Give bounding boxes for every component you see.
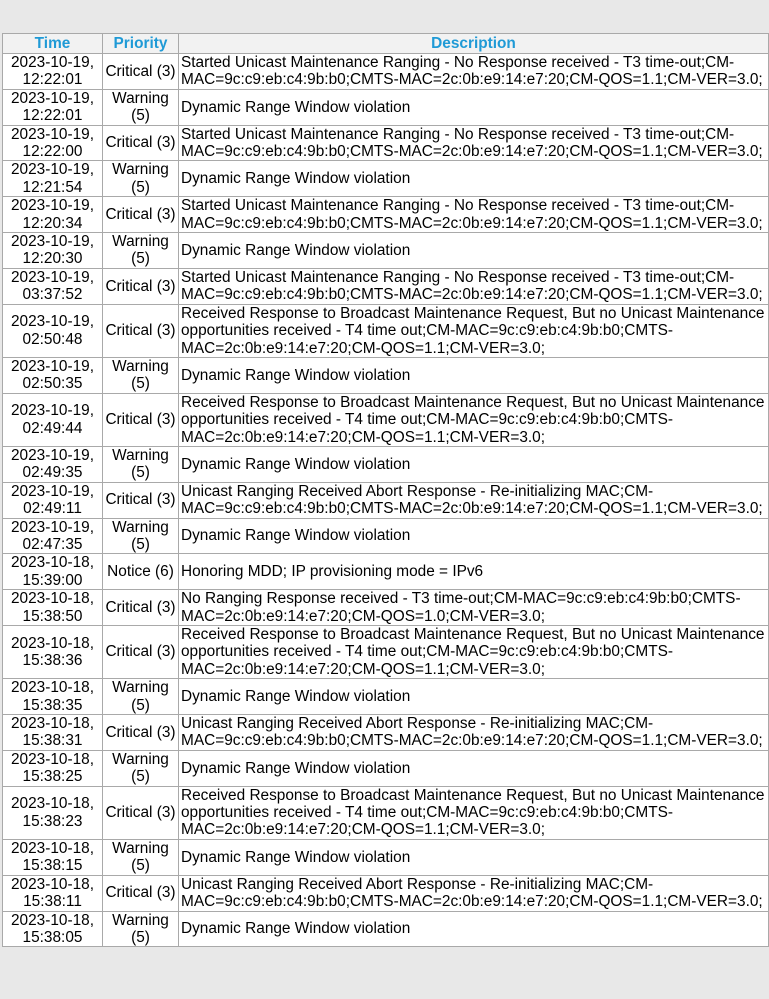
priority-cell: Notice (6) [103,554,179,590]
time-cell: 2023-10-19, 12:22:01 [3,89,103,125]
table-row [3,54,769,90]
table-row [3,715,769,751]
time-cell: 2023-10-18, 15:38:31 [3,715,103,751]
description-cell: Received Response to Broadcast Maintenance Request, But no Unicast Maintenance opportunities received - T4 time out;CM-MAC=9c:c9:eb:c4:9b:b0;CMTS-MAC=2c:0b:e9:14:e7:20;CM-QOS=1.1;CM-VER=3.0; [179,786,769,839]
time-cell: 2023-10-18, 15:38:25 [3,750,103,786]
priority-cell: Critical (3) [103,626,179,679]
description-cell: Unicast Ranging Received Abort Response - Re-initializing MAC;CM-MAC=9c:c9:eb:c4:9b:b0;CMTS-MAC=2c:0b:e9:14:e7:20;CM-QOS=1.1;CM-VER=3.0; [179,482,769,518]
priority-cell: Warning (5) [103,518,179,554]
priority-cell: Critical (3) [103,875,179,911]
priority-cell: Warning (5) [103,89,179,125]
description-cell: Dynamic Range Window violation [179,679,769,715]
description-cell: Started Unicast Maintenance Ranging - No Response received - T3 time-out;CM-MAC=9c:c9:eb:c4:9b:b0;CMTS-MAC=2c:0b:e9:14:e7:20;CM-QOS=1.1;CM-VER=3.0; [179,268,769,304]
time-cell: 2023-10-18, 15:38:11 [3,875,103,911]
description-cell: Dynamic Range Window violation [179,446,769,482]
table-row [3,590,769,626]
description-cell: Received Response to Broadcast Maintenance Request, But no Unicast Maintenance opportunities received - T4 time out;CM-MAC=9c:c9:eb:c4:9b:b0;CMTS-MAC=2c:0b:e9:14:e7:20;CM-QOS=1.1;CM-VER=3.0; [179,626,769,679]
table-row [3,233,769,269]
priority-cell: Critical (3) [103,54,179,90]
table-row [3,750,769,786]
description-cell: Started Unicast Maintenance Ranging - No Response received - T3 time-out;CM-MAC=9c:c9:eb:c4:9b:b0;CMTS-MAC=2c:0b:e9:14:e7:20;CM-QOS=1.1;CM-VER=3.0; [179,197,769,233]
table-row [3,679,769,715]
description-cell: Unicast Ranging Received Abort Response - Re-initializing MAC;CM-MAC=9c:c9:eb:c4:9b:b0;CMTS-MAC=2c:0b:e9:14:e7:20;CM-QOS=1.1;CM-VER=3.0; [179,875,769,911]
table-row [3,125,769,161]
priority-cell: Critical (3) [103,786,179,839]
table-row [3,304,769,357]
time-cell: 2023-10-19, 12:22:00 [3,125,103,161]
table-row [3,268,769,304]
priority-cell: Warning (5) [103,839,179,875]
time-cell: 2023-10-18, 15:38:15 [3,839,103,875]
time-cell: 2023-10-19, 02:49:44 [3,393,103,446]
description-cell: Dynamic Range Window violation [179,750,769,786]
priority-cell: Warning (5) [103,357,179,393]
table-row [3,446,769,482]
description-cell: Dynamic Range Window violation [179,89,769,125]
header-row [3,34,769,54]
table-row [3,89,769,125]
table-row [3,875,769,911]
description-cell: Received Response to Broadcast Maintenance Request, But no Unicast Maintenance opportunities received - T4 time out;CM-MAC=9c:c9:eb:c4:9b:b0;CMTS-MAC=2c:0b:e9:14:e7:20;CM-QOS=1.1;CM-VER=3.0; [179,393,769,446]
priority-cell: Warning (5) [103,161,179,197]
priority-cell: Critical (3) [103,590,179,626]
description-cell: Dynamic Range Window violation [179,161,769,197]
table-row [3,357,769,393]
description-cell: Honoring MDD; IP provisioning mode = IPv6 [179,554,769,590]
log-body [3,54,769,947]
time-cell: 2023-10-19, 02:50:48 [3,304,103,357]
time-cell: 2023-10-18, 15:39:00 [3,554,103,590]
table-row [3,626,769,679]
priority-cell: Critical (3) [103,482,179,518]
table-row [3,786,769,839]
time-cell: 2023-10-19, 03:37:52 [3,268,103,304]
time-cell: 2023-10-19, 02:49:35 [3,446,103,482]
table-row [3,911,769,947]
time-cell: 2023-10-18, 15:38:23 [3,786,103,839]
description-cell: Dynamic Range Window violation [179,357,769,393]
time-cell: 2023-10-18, 15:38:05 [3,911,103,947]
priority-column-header: Priority [103,34,179,54]
priority-cell: Critical (3) [103,268,179,304]
time-cell: 2023-10-19, 12:22:01 [3,54,103,90]
time-cell: 2023-10-18, 15:38:35 [3,679,103,715]
table-row [3,518,769,554]
time-cell: 2023-10-19, 02:49:11 [3,482,103,518]
description-cell: Dynamic Range Window violation [179,839,769,875]
priority-cell: Critical (3) [103,125,179,161]
table-row [3,554,769,590]
time-cell: 2023-10-19, 02:50:35 [3,357,103,393]
table-row [3,161,769,197]
time-cell: 2023-10-19, 12:20:34 [3,197,103,233]
priority-cell: Warning (5) [103,750,179,786]
description-cell: Started Unicast Maintenance Ranging - No Response received - T3 time-out;CM-MAC=9c:c9:eb:c4:9b:b0;CMTS-MAC=2c:0b:e9:14:e7:20;CM-QOS=1.1;CM-VER=3.0; [179,125,769,161]
priority-cell: Critical (3) [103,393,179,446]
priority-cell: Critical (3) [103,197,179,233]
priority-cell: Warning (5) [103,911,179,947]
time-column-header: Time [3,34,103,54]
event-log-table [2,33,769,947]
time-cell: 2023-10-18, 15:38:50 [3,590,103,626]
description-cell: Dynamic Range Window violation [179,233,769,269]
priority-cell: Critical (3) [103,304,179,357]
time-cell: 2023-10-19, 12:21:54 [3,161,103,197]
table-row [3,839,769,875]
priority-cell: Warning (5) [103,679,179,715]
description-column-header: Description [179,34,769,54]
priority-cell: Warning (5) [103,446,179,482]
description-cell: Started Unicast Maintenance Ranging - No Response received - T3 time-out;CM-MAC=9c:c9:eb:c4:9b:b0;CMTS-MAC=2c:0b:e9:14:e7:20;CM-QOS=1.1;CM-VER=3.0; [179,54,769,90]
description-cell: Dynamic Range Window violation [179,518,769,554]
description-cell: Dynamic Range Window violation [179,911,769,947]
table-row [3,393,769,446]
table-row [3,197,769,233]
priority-cell: Warning (5) [103,233,179,269]
description-cell: Unicast Ranging Received Abort Response - Re-initializing MAC;CM-MAC=9c:c9:eb:c4:9b:b0;CMTS-MAC=2c:0b:e9:14:e7:20;CM-QOS=1.1;CM-VER=3.0; [179,715,769,751]
description-cell: No Ranging Response received - T3 time-out;CM-MAC=9c:c9:eb:c4:9b:b0;CMTS-MAC=2c:0b:e9:14:e7:20;CM-QOS=1.0;CM-VER=3.0; [179,590,769,626]
priority-cell: Critical (3) [103,715,179,751]
time-cell: 2023-10-19, 02:47:35 [3,518,103,554]
table-row [3,482,769,518]
top-band [0,0,769,33]
description-cell: Received Response to Broadcast Maintenance Request, But no Unicast Maintenance opportunities received - T4 time out;CM-MAC=9c:c9:eb:c4:9b:b0;CMTS-MAC=2c:0b:e9:14:e7:20;CM-QOS=1.1;CM-VER=3.0; [179,304,769,357]
time-cell: 2023-10-18, 15:38:36 [3,626,103,679]
time-cell: 2023-10-19, 12:20:30 [3,233,103,269]
